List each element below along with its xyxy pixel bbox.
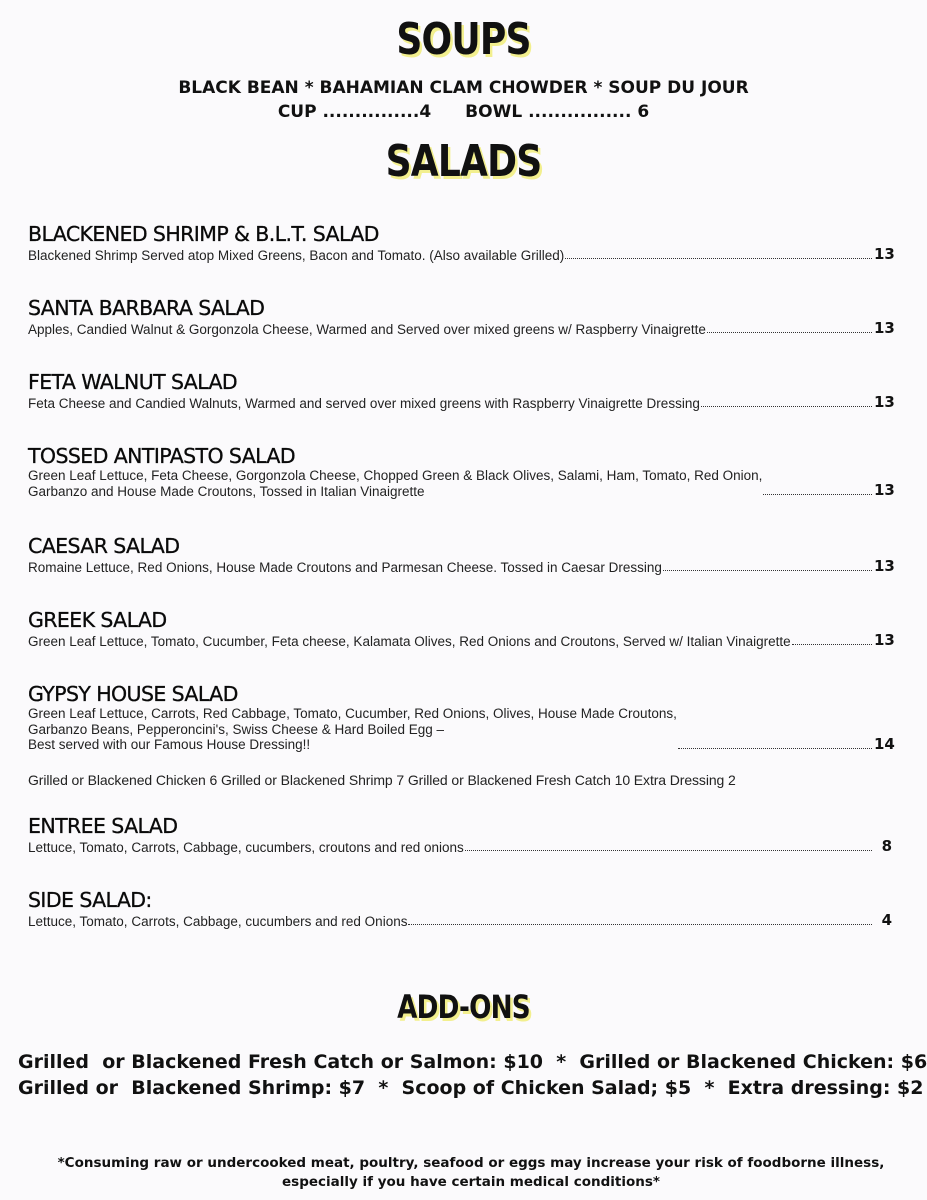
menu-item <box>28 444 895 499</box>
bowl-price: BOWL ................ 6 <box>465 102 650 122</box>
dot-leader <box>707 332 872 333</box>
item-name: TOSSED ANTIPASTO SALAD <box>28 444 296 468</box>
item-description: Garbanzo Beans, Pepperoncini's, Swiss Cheese & Hard Boiled Egg – <box>28 721 445 737</box>
item-name: ENTREE SALAD <box>28 814 178 838</box>
soups-heading: SOUPS <box>396 14 531 65</box>
item-name: GYPSY HOUSE SALAD <box>28 682 238 706</box>
salad-extras: Grilled or Blackened Chicken 6 Grilled or Blackened Shrimp 7 Grilled or Blackened Fresh Catch 10 Extra Dressing 2 <box>28 772 736 788</box>
menu-item <box>28 608 895 649</box>
addons-line-1: Grilled or Blackened Fresh Catch or Salmon: $10 * Grilled or Blackened Chicken: $6 <box>18 1051 927 1073</box>
menu-item <box>28 888 892 929</box>
item-description: Green Leaf Lettuce, Carrots, Red Cabbage, Tomato, Cucumber, Red Onions, Olives, House Made Croutons, <box>28 706 677 721</box>
menu-item <box>28 370 895 411</box>
salads-heading: SALADS <box>385 136 542 187</box>
item-name: GREEK SALAD <box>28 608 167 632</box>
dot-leader <box>678 748 872 749</box>
item-description: Garbanzo and House Made Croutons, Tossed in Italian Vinaigrette <box>28 483 425 499</box>
menu-item <box>28 534 895 575</box>
item-name: SIDE SALAD: <box>28 888 152 912</box>
item-price: 13 <box>874 245 895 263</box>
dot-leader <box>408 924 872 925</box>
menu-item <box>28 682 895 753</box>
dot-leader <box>663 570 872 571</box>
dot-leader <box>565 258 872 259</box>
menu-item <box>28 814 892 855</box>
item-description: Romaine Lettuce, Red Onions, House Made Croutons and Parmesan Cheese. Tossed in Caesar Dressing <box>28 559 662 575</box>
item-price: 4 <box>881 911 892 929</box>
menu-item <box>28 222 895 263</box>
item-description: Green Leaf Lettuce, Tomato, Cucumber, Feta cheese, Kalamata Olives, Red Onions and Croutons, Served w/ Italian Vinaigrette <box>28 633 791 649</box>
item-description: Apples, Candied Walnut & Gorgonzola Cheese, Warmed and Served over mixed greens w/ Raspberry Vinaigrette <box>28 321 706 337</box>
cup-price: CUP ...............4 <box>277 102 432 122</box>
item-name: SANTA BARBARA SALAD <box>28 296 265 320</box>
item-price: 13 <box>874 631 895 649</box>
menu-item <box>28 296 895 337</box>
item-description: Best served with our Famous House Dressing!! <box>28 737 311 752</box>
disclaimer-line-1: *Consuming raw or undercooked meat, poultry, seafood or eggs may increase your risk of foodborne illness, <box>57 1155 885 1171</box>
dot-leader <box>701 406 872 407</box>
item-name: BLACKENED SHRIMP & B.L.T. SALAD <box>28 222 379 246</box>
item-name: FETA WALNUT SALAD <box>28 370 238 394</box>
soup-varieties: BLACK BEAN * BAHAMIAN CLAM CHOWDER * SOUP DU JOUR <box>178 78 749 98</box>
addons-line-2: Grilled or Blackened Shrimp: $7 * Scoop of Chicken Salad; $5 * Extra dressing: $2 <box>18 1077 924 1099</box>
soup-prices <box>0 102 927 122</box>
item-description: Green Leaf Lettuce, Feta Cheese, Gorgonzola Cheese, Chopped Green & Black Olives, Salami, Ham, Tomato, Red Onion, <box>28 468 763 483</box>
item-description: Lettuce, Tomato, Carrots, Cabbage, cucumbers, croutons and red onions <box>28 839 464 855</box>
item-price: 13 <box>874 557 895 575</box>
dot-leader <box>465 850 872 851</box>
item-description: Blackened Shrimp Served atop Mixed Greens, Bacon and Tomato. (Also available Grilled) <box>28 247 565 263</box>
item-description: Feta Cheese and Candied Walnuts, Warmed and served over mixed greens with Raspberry Vinaigrette Dressing <box>28 395 700 411</box>
item-name: CAESAR SALAD <box>28 534 180 558</box>
item-price: 13 <box>874 481 895 499</box>
food-safety-disclaimer <box>40 1154 902 1192</box>
dot-leader <box>763 494 872 495</box>
item-price: 13 <box>874 393 895 411</box>
dot-leader <box>792 644 872 645</box>
disclaimer-line-2: especially if you have certain medical conditions* <box>282 1174 660 1190</box>
item-price: 13 <box>874 319 895 337</box>
item-description: Lettuce, Tomato, Carrots, Cabbage, cucumbers and red Onions <box>28 913 408 929</box>
addons-heading: ADD-ONS <box>397 988 530 1026</box>
item-price: 14 <box>874 734 895 753</box>
item-price: 8 <box>881 837 892 855</box>
